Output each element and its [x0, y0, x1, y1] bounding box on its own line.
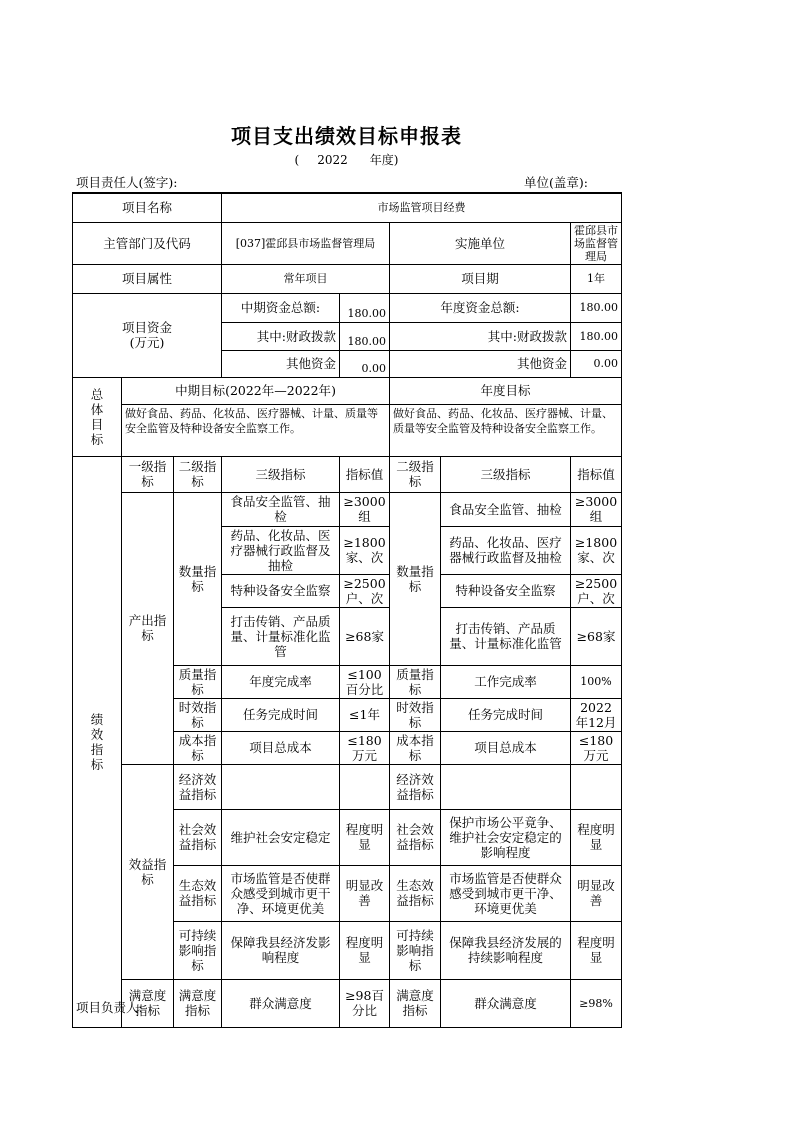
indicator-value: ≥1800家、次 — [571, 526, 622, 574]
year-line — [0, 151, 693, 168]
indicator-text: 维护社会安定稳定 — [222, 809, 340, 865]
annual-total-value: 180.00 — [571, 293, 622, 322]
indicator-value: 程度明显 — [340, 809, 390, 865]
mid-goal-header: 中期目标(2022年—2022年) — [122, 377, 390, 404]
satisfaction-l2-label-annual: 满意度指标 — [390, 979, 441, 1027]
indicator-text: 群众满意度 — [441, 979, 571, 1027]
dept-label: 主管部门及代码 — [73, 222, 222, 264]
indicator-value: 100% — [571, 665, 622, 698]
attr-label: 项目属性 — [73, 264, 222, 293]
indicator-text: 药品、化妆品、医疗器械行政监督及抽检 — [441, 526, 571, 574]
indicator-value: ≥98% — [571, 979, 622, 1027]
quality-indicator-label: 质量指标 — [174, 665, 222, 698]
indicator-value: ≥2500户、次 — [340, 574, 390, 607]
annual-goal-header: 年度目标 — [390, 377, 622, 404]
mid-fiscal-value: 180.00 — [340, 322, 390, 350]
mid-total-value: 180.00 — [340, 293, 390, 322]
indicator-value: ≥3000组 — [340, 492, 390, 526]
quantity-indicator-label-annual: 数量指标 — [390, 492, 441, 665]
impl-label: 实施单位 — [390, 222, 571, 264]
indicator-text: 市场监管是否使群众感受到城市更干净、环境更优美 — [441, 865, 571, 921]
sustainable-indicator-label-annual: 可持续影响指标 — [390, 921, 441, 979]
timeliness-indicator-label: 时效指标 — [174, 698, 222, 731]
annual-other-label: 其他资金 — [390, 350, 571, 377]
indicator-text: 市场监管是否使群众感受到城市更干净、环境更优美 — [222, 865, 340, 921]
quantity-indicator-label: 数量指标 — [174, 492, 222, 665]
year-close: 年度) — [369, 153, 399, 167]
indicator-value: ≤100百分比 — [340, 665, 390, 698]
indicator-value: ≤1年 — [340, 698, 390, 731]
ecological-indicator-label-annual: 生态效益指标 — [390, 865, 441, 921]
page-title: 项目支出绩效目标申报表 — [231, 124, 462, 148]
indicator-value: ≥1800家、次 — [340, 526, 390, 574]
project-name-label: 项目名称 — [73, 193, 222, 222]
indicator-text: 项目总成本 — [441, 731, 571, 764]
level2-header-annual: 二级指标 — [390, 456, 441, 492]
indicator-value: 程度明显 — [571, 809, 622, 865]
period-value: 1年 — [571, 264, 622, 293]
indicator-text: 保障我县经济发展的持续影响程度 — [441, 921, 571, 979]
mid-other-value: 0.00 — [340, 350, 390, 377]
indicator-value: ≥68家 — [571, 607, 622, 665]
indicator-value: 2022年12月 — [571, 698, 622, 731]
mid-total-label: 中期资金总额: — [222, 293, 340, 322]
indicator-value: ≤180万元 — [571, 731, 622, 764]
indicator-value: ≤180万元 — [340, 731, 390, 764]
indicator-value: 明显改善 — [571, 865, 622, 921]
indicator-text: 保护市场公平竟争、维护社会安定稳定的影响程度 — [441, 809, 571, 865]
indicator-text — [441, 764, 571, 809]
economic-indicator-label: 经济效益指标 — [174, 764, 222, 809]
indicator-text: 特种设备安全监察 — [441, 574, 571, 607]
indicators-label: 绩 效 指 标 — [73, 456, 122, 1027]
indicator-text: 食品安全监管、抽检 — [222, 492, 340, 526]
satisfaction-l2-label: 满意度指标 — [174, 979, 222, 1027]
indicator-text: 任务完成时间 — [441, 698, 571, 731]
mid-fiscal-label: 其中:财政拨款 — [222, 322, 340, 350]
ecological-indicator-label: 生态效益指标 — [174, 865, 222, 921]
indicator-text: 群众满意度 — [222, 979, 340, 1027]
social-indicator-label-annual: 社会效益指标 — [390, 809, 441, 865]
indicator-text: 工作完成率 — [441, 665, 571, 698]
indicator-text: 食品安全监管、抽检 — [441, 492, 571, 526]
level1-header: 一级指标 — [122, 456, 174, 492]
indicator-text: 项目总成本 — [222, 731, 340, 764]
indicator-text: 特种设备安全监察 — [222, 574, 340, 607]
timeliness-indicator-label-annual: 时效指标 — [390, 698, 441, 731]
indicator-text: 保障我县经济发影响程度 — [222, 921, 340, 979]
benefit-indicator-label: 效益指标 — [122, 764, 174, 979]
indicator-value: 程度明显 — [571, 921, 622, 979]
quality-indicator-label-annual: 质量指标 — [390, 665, 441, 698]
indicator-value: ≥98百分比 — [340, 979, 390, 1027]
indicator-value: ≥3000组 — [571, 492, 622, 526]
sustainable-indicator-label: 可持续影响指标 — [174, 921, 222, 979]
mid-other-label: 其他资金 — [222, 350, 340, 377]
economic-indicator-label-annual: 经济效益指标 — [390, 764, 441, 809]
indicator-text — [222, 764, 340, 809]
indicator-text: 药品、化妆品、医疗器械行政监督及抽检 — [222, 526, 340, 574]
mid-goal-text: 做好食品、药品、化妆品、医疗器械、计量、质量等安全监管及特种设备安全监察工作。 — [122, 404, 390, 456]
social-indicator-label: 社会效益指标 — [174, 809, 222, 865]
cost-indicator-label-annual: 成本指标 — [390, 731, 441, 764]
impl-value: 霍邱县市场监督管理局 — [571, 222, 622, 264]
funds-label: 项目资金 (万元) — [73, 293, 222, 377]
indicator-value — [571, 764, 622, 809]
year-open: ( — [294, 153, 300, 167]
value-header-annual: 指标值 — [571, 456, 622, 492]
indicator-value: 程度明显 — [340, 921, 390, 979]
project-leader-label: 项目负责人: — [76, 1000, 143, 1015]
project-name-value: 市场监管项目经费 — [222, 193, 622, 222]
annual-fiscal-label: 其中:财政拨款 — [390, 322, 571, 350]
performance-table — [72, 192, 622, 1028]
indicator-value: ≥2500户、次 — [571, 574, 622, 607]
annual-fiscal-value: 180.00 — [571, 322, 622, 350]
satisfaction-indicator-label: 满意度指标 — [122, 979, 174, 1027]
level3-header: 三级指标 — [222, 456, 340, 492]
indicator-text: 任务完成时间 — [222, 698, 340, 731]
value-header: 指标值 — [340, 456, 390, 492]
indicator-text: 打击传销、产品质量、计量标准化监管 — [441, 607, 571, 665]
level2-header: 二级指标 — [174, 456, 222, 492]
indicator-value: 明显改善 — [340, 865, 390, 921]
indicator-text: 打击传销、产品质量、计量标准化监管 — [222, 607, 340, 665]
annual-total-label: 年度资金总额: — [390, 293, 571, 322]
level3-header-annual: 三级指标 — [441, 456, 571, 492]
indicator-value — [340, 764, 390, 809]
dept-value: [037]霍邱县市场监督管理局 — [222, 222, 390, 264]
unit-label: 单位(盖章): — [524, 175, 588, 190]
responsible-label: 项目责任人(签字): — [76, 175, 178, 190]
output-indicator-label: 产出指标 — [122, 492, 174, 764]
goals-label: 总 体 目 标 — [73, 377, 122, 456]
year-value: 2022 — [317, 153, 348, 167]
cost-indicator-label: 成本指标 — [174, 731, 222, 764]
indicator-value: ≥68家 — [340, 607, 390, 665]
attr-value: 常年项目 — [222, 264, 390, 293]
period-label: 项目期 — [390, 264, 571, 293]
indicator-text: 年度完成率 — [222, 665, 340, 698]
annual-goal-text: 做好食品、药品、化妆品、医疗器械、计量、质量等安全监管及特种设备安全监察工作。 — [390, 404, 622, 456]
annual-other-value: 0.00 — [571, 350, 622, 377]
